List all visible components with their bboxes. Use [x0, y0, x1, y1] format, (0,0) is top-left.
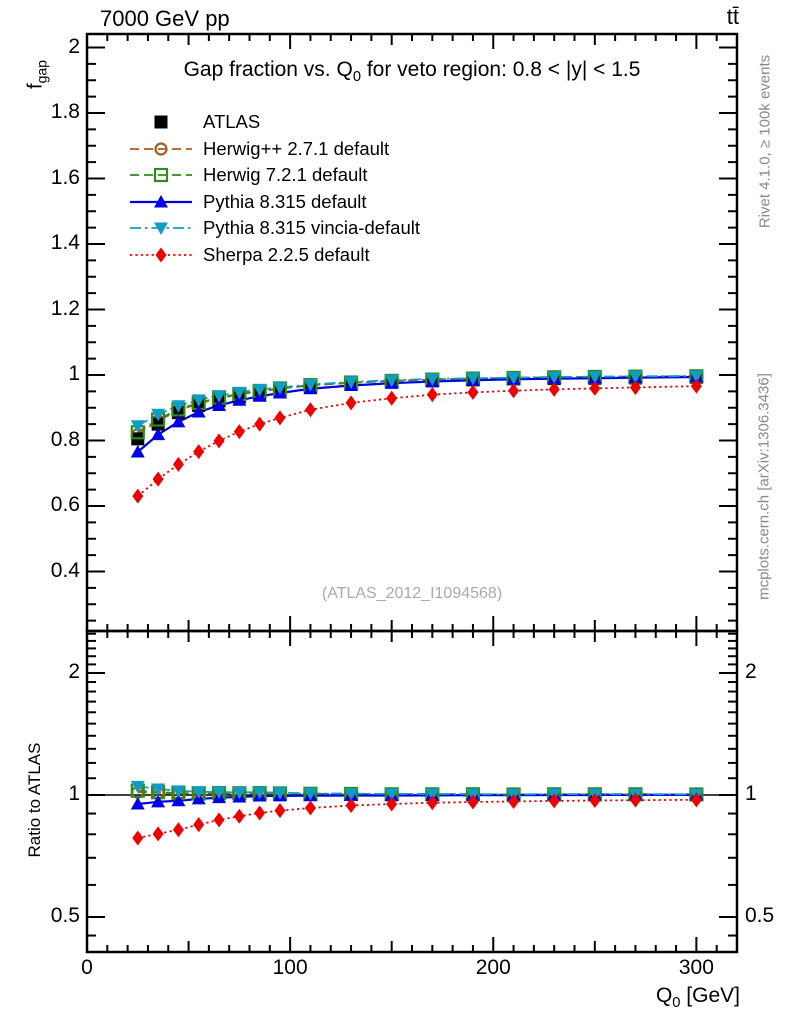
main-ytick-label: 0.8 [50, 427, 80, 451]
main-ytick-label: 2 [68, 34, 80, 58]
ratio-ytick-label-left: 1 [68, 782, 80, 805]
plot-title: Gap fraction vs. $Q_0$ for veto region: 0.8 < |y| < 1.5 [183, 58, 641, 86]
main-ytick-label: 1.6 [50, 165, 80, 189]
main-ytick-label: 1.8 [50, 100, 80, 123]
legend-label: Sherpa 2.2.5 default [203, 243, 370, 265]
y-axis-label-main: $f_{gap}$ [24, 60, 50, 89]
xtick-label: 200 [475, 956, 511, 979]
xtick-label: 0 [81, 956, 93, 979]
ratio-ytick-label-right: 1 [745, 782, 757, 805]
y-axis-label-ratio: Ratio to ATLAS [25, 742, 44, 858]
main-ytick-label: 0.4 [50, 558, 80, 582]
main-ytick-label: 1 [68, 362, 80, 385]
legend-label: ATLAS [203, 111, 261, 133]
main-chart-panel [87, 34, 737, 631]
ratio-ytick-label-left: 0.5 [50, 904, 80, 927]
main-ytick-label: 0.6 [50, 493, 80, 516]
mcplots-arxiv-note: mcplots.cern.ch [arXiv:1306.3436] [755, 373, 773, 600]
analysis-id-watermark: (ATLAS_2012_I1094568) [321, 585, 503, 602]
legend-label: Herwig++ 2.7.1 default [203, 137, 390, 159]
x-axis-label: $Q_0$ [GeV] [655, 984, 740, 1012]
process-label: tt̄ [726, 4, 739, 29]
xtick-label: 300 [678, 956, 714, 979]
legend-label: Herwig 7.2.1 default [203, 164, 368, 186]
rivet-version-note: Rivet 4.1.0, ≥ 100k events [756, 54, 774, 229]
legend-label: Pythia 8.315 vincia-default [203, 217, 420, 239]
ratio-ytick-label-right: 2 [745, 660, 757, 683]
ratio-ytick-label-right: 0.5 [745, 904, 775, 927]
main-ytick-label: 1.4 [50, 231, 80, 254]
xtick-label: 100 [272, 956, 308, 979]
ratio-chart-panel [87, 631, 737, 952]
ratio-ytick-label-left: 2 [68, 660, 80, 683]
legend-label: Pythia 8.315 default [203, 190, 367, 212]
beam-energy-label: 7000 GeV pp [100, 6, 230, 31]
main-ytick-label: 1.2 [50, 296, 80, 320]
